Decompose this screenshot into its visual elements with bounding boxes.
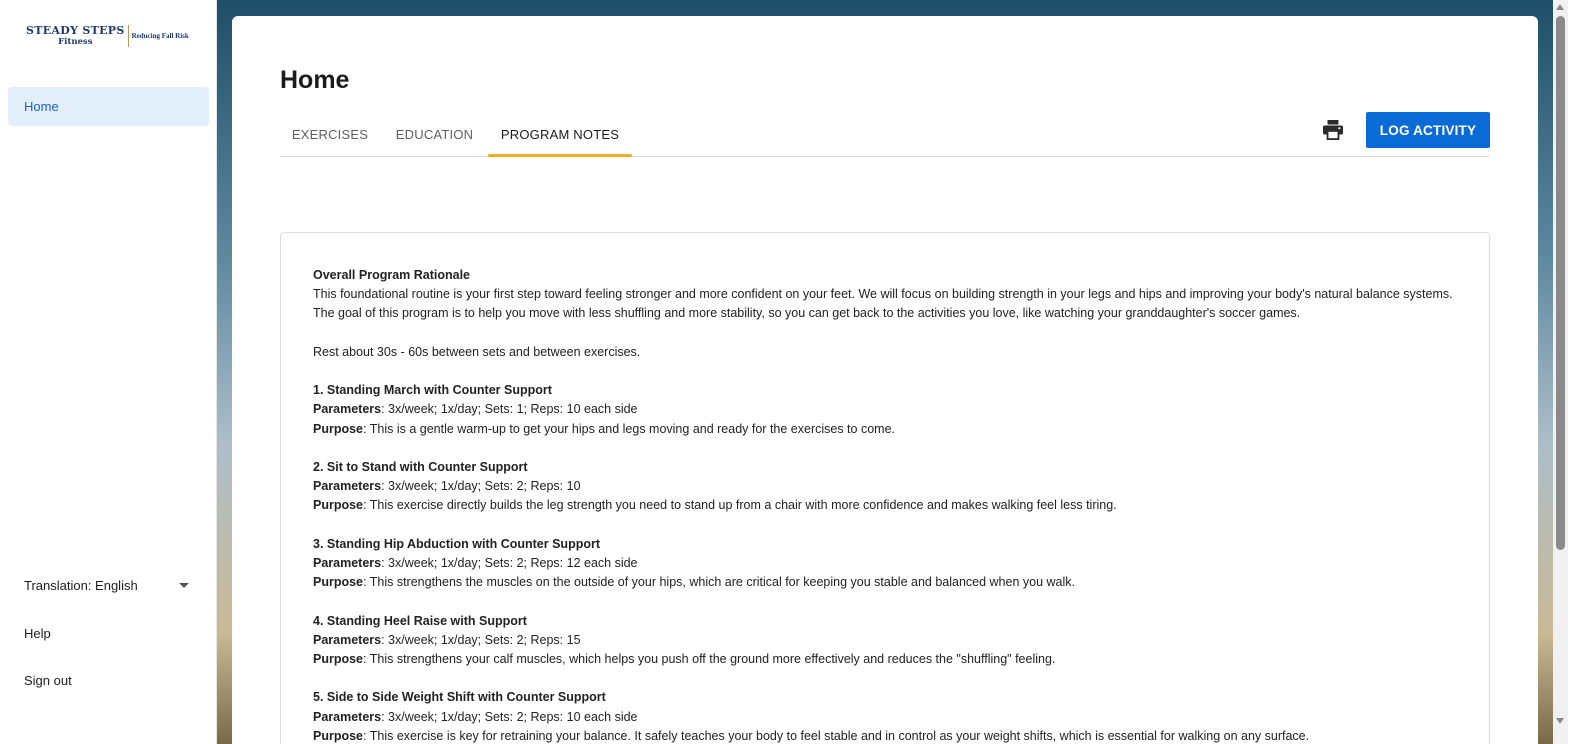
tab-exercises[interactable]: EXERCISES — [291, 126, 369, 142]
exercise-title: 5. Side to Side Weight Shift with Counter Support — [313, 690, 606, 705]
help-link[interactable]: Help — [24, 626, 51, 641]
rest-text: Rest about 30s - 60s between sets and between exercises. — [313, 344, 641, 359]
exercise-parameters: : 3x/week; 1x/day; Sets: 1; Reps: 10 each side — [381, 402, 638, 417]
exercise-purpose: : This is a gentle warm-up to get your hips and legs moving and ready for the exercises to come. — [363, 421, 895, 436]
chevron-down-icon — [179, 583, 189, 588]
parameters-label: Parameters — [313, 709, 382, 724]
parameters-label: Parameters — [313, 632, 382, 647]
sidebar-item-home[interactable]: Home — [8, 87, 209, 126]
rationale-block — [313, 266, 1463, 324]
tab-education[interactable]: EDUCATION — [395, 126, 474, 142]
exercise-title: 1. Standing March with Counter Support — [313, 383, 552, 398]
printer-icon — [1322, 120, 1344, 140]
parameters-label: Parameters — [313, 555, 382, 570]
page-scrollbar[interactable] — [1553, 0, 1568, 744]
exercise-purpose: : This exercise is key for retraining your balance. It safely teaches your body to feel stable and in control as your weight shifts, which is essential for walking on any surface. — [363, 728, 1310, 743]
exercise-parameters: : 3x/week; 1x/day; Sets: 2; Reps: 15 — [381, 632, 581, 647]
sign-out-link[interactable]: Sign out — [24, 673, 72, 688]
program-notes-panel — [280, 232, 1490, 744]
tab-program-notes[interactable]: PROGRAM NOTES — [488, 112, 632, 156]
exercise-purpose: : This strengthens your calf muscles, which helps you push off the ground more effectively and reduces the "shuffling" feeling. — [363, 651, 1056, 666]
exercise-note — [313, 535, 1463, 593]
exercise-purpose: : This strengthens the muscles on the outside of your hips, which are critical for keeping you stable and balanced when you walk. — [363, 575, 1075, 590]
translation-label: Translation: English — [24, 578, 138, 593]
logo-tagline: Reducing Fall Risk — [131, 32, 189, 40]
exercise-note — [313, 688, 1463, 744]
exercise-title: 3. Standing Hip Abduction with Counter Support — [313, 536, 601, 551]
exercise-parameters: : 3x/week; 1x/day; Sets: 2; Reps: 10 — [381, 479, 581, 494]
rationale-text: This foundational routine is your first step toward feeling stronger and more confident on your feet. We will focus on building strength in your legs and hips and improving your body's natural balance systems. The goal of this program is to help you move with less shuffling and more stability, so you can get back to the activities you love, like watching your granddaughter's soccer games. — [313, 287, 1453, 321]
exercise-purpose: : This exercise directly builds the leg strength you need to stand up from a chair with more confidence and makes walking feel less tiring. — [363, 498, 1117, 513]
purpose-label: Purpose — [313, 575, 364, 590]
exercise-parameters: : 3x/week; 1x/day; Sets: 2; Reps: 10 each side — [381, 709, 638, 724]
purpose-label: Purpose — [313, 728, 364, 743]
app-logo[interactable] — [26, 22, 196, 50]
scroll-down-icon[interactable] — [1556, 718, 1564, 724]
logo-sub: Fitness — [58, 37, 93, 47]
exercise-note — [313, 458, 1463, 516]
page-title: Home — [280, 66, 350, 94]
exercise-note — [313, 612, 1463, 670]
exercise-title: 4. Standing Heel Raise with Support — [313, 613, 527, 628]
scroll-thumb[interactable] — [1556, 16, 1565, 550]
sidebar — [0, 0, 217, 744]
exercise-note — [313, 381, 1463, 439]
purpose-label: Purpose — [313, 651, 364, 666]
purpose-label: Purpose — [313, 421, 364, 436]
print-button[interactable] — [1320, 117, 1346, 143]
window-edge — [1568, 0, 1592, 744]
parameters-label: Parameters — [313, 479, 382, 494]
scroll-up-icon[interactable] — [1556, 4, 1564, 10]
tab-bar — [280, 112, 1490, 157]
log-activity-button[interactable]: LOG ACTIVITY — [1366, 112, 1490, 148]
exercise-title: 2. Sit to Stand with Counter Support — [313, 459, 528, 474]
exercise-parameters: : 3x/week; 1x/day; Sets: 2; Reps: 12 each side — [381, 555, 638, 570]
translation-select[interactable] — [24, 578, 192, 593]
rationale-heading: Overall Program Rationale — [313, 268, 471, 282]
parameters-label: Parameters — [313, 402, 382, 417]
logo-brand: STEADY STEPS — [26, 24, 125, 37]
purpose-label: Purpose — [313, 498, 364, 513]
